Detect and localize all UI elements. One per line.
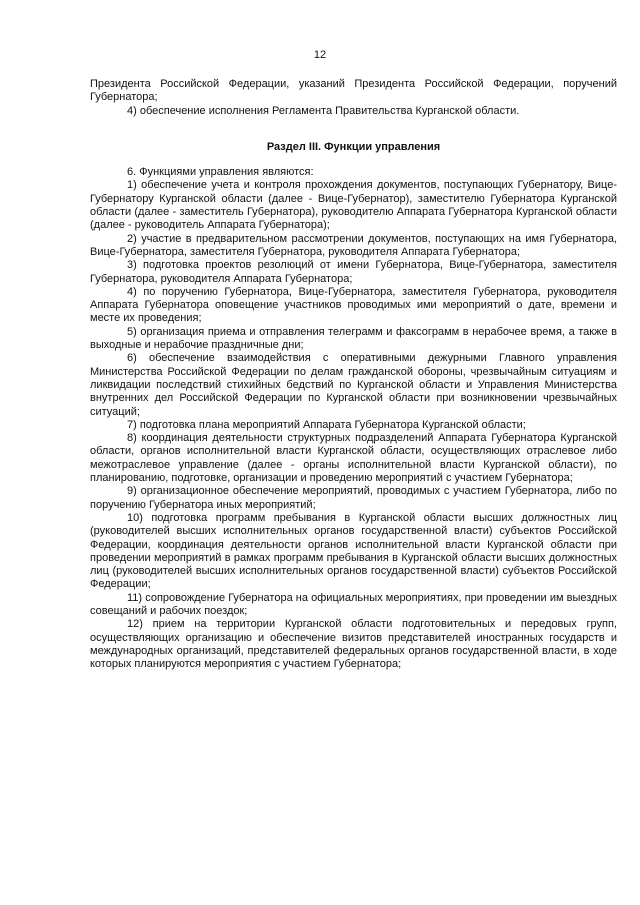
paragraph-item-6: 6) обеспечение взаимодействия с оперативными дежурными Главного управления Министерства Российской Федерации по делам гражданской обороны, чрезвычайным ситуациям и ликвидации последствий стихийных бедствий по Курганской области и Управления Министерства внутренних дел Российской Федерации по Курганской области при возникновении чрезвычайных ситуаций; <box>90 352 617 418</box>
paragraph-item-5: 5) организация приема и отправления телеграмм и факсограмм в нерабочее время, а также в выходные и нерабочие праздничные дни; <box>90 325 617 352</box>
paragraph-item-1: 1) обеспечение учета и контроля прохождения документов, поступающих Губернатору, Вице-Губернатору Курганской области (далее - Вице-Губернатор), заместителю Губернатора Курганской области (далее - заместитель Губернатора), руководителю Аппарата Губернатора Курганской области (далее - руководитель Аппарата Губернатора); <box>90 179 617 232</box>
paragraph-item-12: 12) прием на территории Курганской области подготовительных и передовых групп, осуществляющих организацию и обеспечение визитов представителей иностранных государств и международных организаций, представителей федеральных органов государственной власти, в ходе которых планируются мероприятия с участием Губернатора; <box>90 618 617 671</box>
page-number: 12 <box>313 49 327 61</box>
paragraph-functions-intro: 6. Функциями управления являются: <box>127 166 314 179</box>
paragraph-item-9: 9) организационное обеспечение мероприятий, проводимых с участием Губернатора, либо по поручению Губернатора иных мероприятий; <box>90 485 617 511</box>
paragraph-item-11: 11) сопровождение Губернатора на официальных мероприятиях, при проведении им выездных совещаний и рабочих поездок; <box>90 591 617 617</box>
paragraph-item-3: 3) подготовка проектов резолюций от имени Губернатора, Вице-Губернатора, заместителя Губернатора, руководителя Аппарата Губернатора; <box>90 259 617 285</box>
intro-paragraph-2: 4) обеспечение исполнения Регламента Правительства Курганской области. <box>127 104 520 117</box>
paragraph-item-7: 7) подготовка плана мероприятий Аппарата Губернатора Курганской области; <box>127 418 526 431</box>
paragraph-item-10: 10) подготовка программ пребывания в Курганской области высших должностных лиц (руководителей высших исполнительных органов государственной власти) субъектов Российской Федерации, координация деятельности органов исполнительной власти Курганской области при проведении мероприятий в рамках программ пребывания в Курганской области высших должностных лиц (руководителей высших исполнительных органов государственной власти) субъектов Российской Федерации; <box>90 511 617 591</box>
section-heading: Раздел III. Функции управления <box>266 140 441 153</box>
paragraph-item-4: 4) по поручению Губернатора, Вице-Губернатора, заместителя Губернатора, руководителя Аппарата Губернатора оповещение участников проводимых ими мероприятий о дате, времени и месте их проведения; <box>90 285 617 325</box>
paragraph-item-2: 2) участие в предварительном рассмотрении документов, поступающих на имя Губернатора, Вице-Губернатора, заместителя Губернатора, руководителя Аппарата Губернатора; <box>90 232 617 258</box>
paragraph-item-8: 8) координация деятельности структурных подразделений Аппарата Губернатора Курганской области, органов исполнительной власти Курганской области, осуществляющих отраслевое либо межотраслевое управление (далее - органы исполнительной власти Курганской области), по планированию, подготовке, организации и проведению мероприятий с участием Губернатора; <box>90 432 617 485</box>
intro-paragraph-1: Президента Российской Федерации, указаний Президента Российской Федерации, поручений Губернатора; <box>90 78 617 104</box>
document-body <box>90 78 617 671</box>
